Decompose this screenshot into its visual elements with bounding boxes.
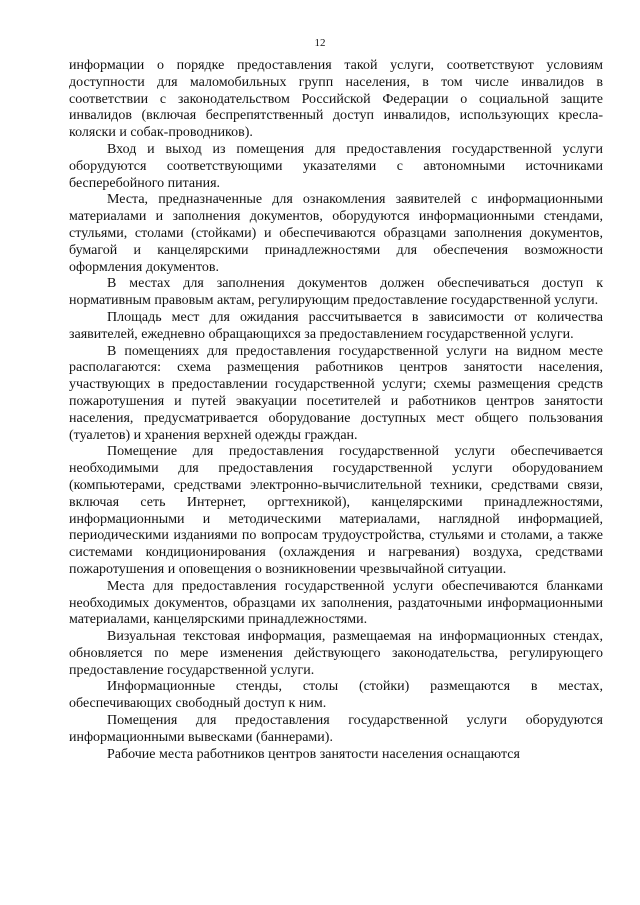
paragraph: Визуальная текстовая информация, размещаемая на информационных стендах, обновляется по мере изменения действующего законодательства, регулирующего предоставление государственной услуги.: [69, 629, 603, 678]
paragraph: информации о порядке предоставления такой услуги, соответствуют условиям доступности для маломобильных групп населения, в том числе инвалидов в соответствии с законодательством Российской Федерации о социальной защите инвалидов (включая беспрепятственный доступ инвалидов, использующих кресла-коляски и собак-проводников).: [69, 58, 603, 141]
paragraph: Площадь мест для ожидания рассчитывается в зависимости от количества заявителей, ежедневно обращающихся за предоставлением государственной услуги.: [69, 309, 603, 342]
paragraph: Помещение для предоставления государственной услуги обеспечивается необходимыми для предоставления государственной услуги оборудованием (компьютерами, средствами электронно-вычислительной техники, средствами связи, включая сеть Интернет, оргтехникой), канцелярскими принадлежностями, информационными и методическими материалами, наглядной информацией, периодическими изданиями по вопросам трудоустройства, стульями и столами, а также системами кондиционирования (охлаждения и нагревания) воздуха, средствами пожаротушения и оповещения о возникновении чрезвычайной ситуации.: [69, 444, 603, 577]
paragraph: Помещения для предоставления государственной услуги оборудуются информационными вывесками (баннерами).: [69, 713, 603, 745]
document-body: [69, 58, 603, 763]
paragraph: Места, предназначенные для ознакомления заявителей с информационными материалами и заполнения документов, оборудуются информационными стендами, стульями, столами (стойками) и обеспечиваются образцами заполнения документов, бумагой и канцелярскими принадлежностями для обеспечения возможности оформления документов.: [69, 192, 603, 275]
paragraph: Вход и выход из помещения для предоставления государственной услуги оборудуются соответствующими указателями с автономными источниками бесперебойного питания.: [69, 141, 603, 191]
paragraph: Места для предоставления государственной услуги обеспечиваются бланками необходимых документов, образцами их заполнения, раздаточными информационными материалами, канцелярскими принадлежностями.: [69, 578, 603, 628]
page-number: 12: [314, 37, 326, 49]
paragraph: Информационные стенды, столы (стойки) размещаются в местах, обеспечивающих свободный доступ к ним.: [69, 679, 603, 712]
paragraph: В помещениях для предоставления государственной услуги на видном месте располагаются: схема размещения работников центров занятости населения, участвующих в предоставлении государственной услуги; схемы размещения средств пожаротушения и путей эвакуации посетителей и работников центров занятости населения, предусматривается оборудование доступных мест общего пользования (туалетов) и хранения верхней одежды граждан.: [69, 343, 603, 443]
paragraph: Рабочие места работников центров занятости населения оснащаются: [107, 746, 520, 762]
paragraph: В местах для заполнения документов должен обеспечиваться доступ к нормативным правовым актам, регулирующим предоставление государственной услуги.: [69, 276, 603, 309]
